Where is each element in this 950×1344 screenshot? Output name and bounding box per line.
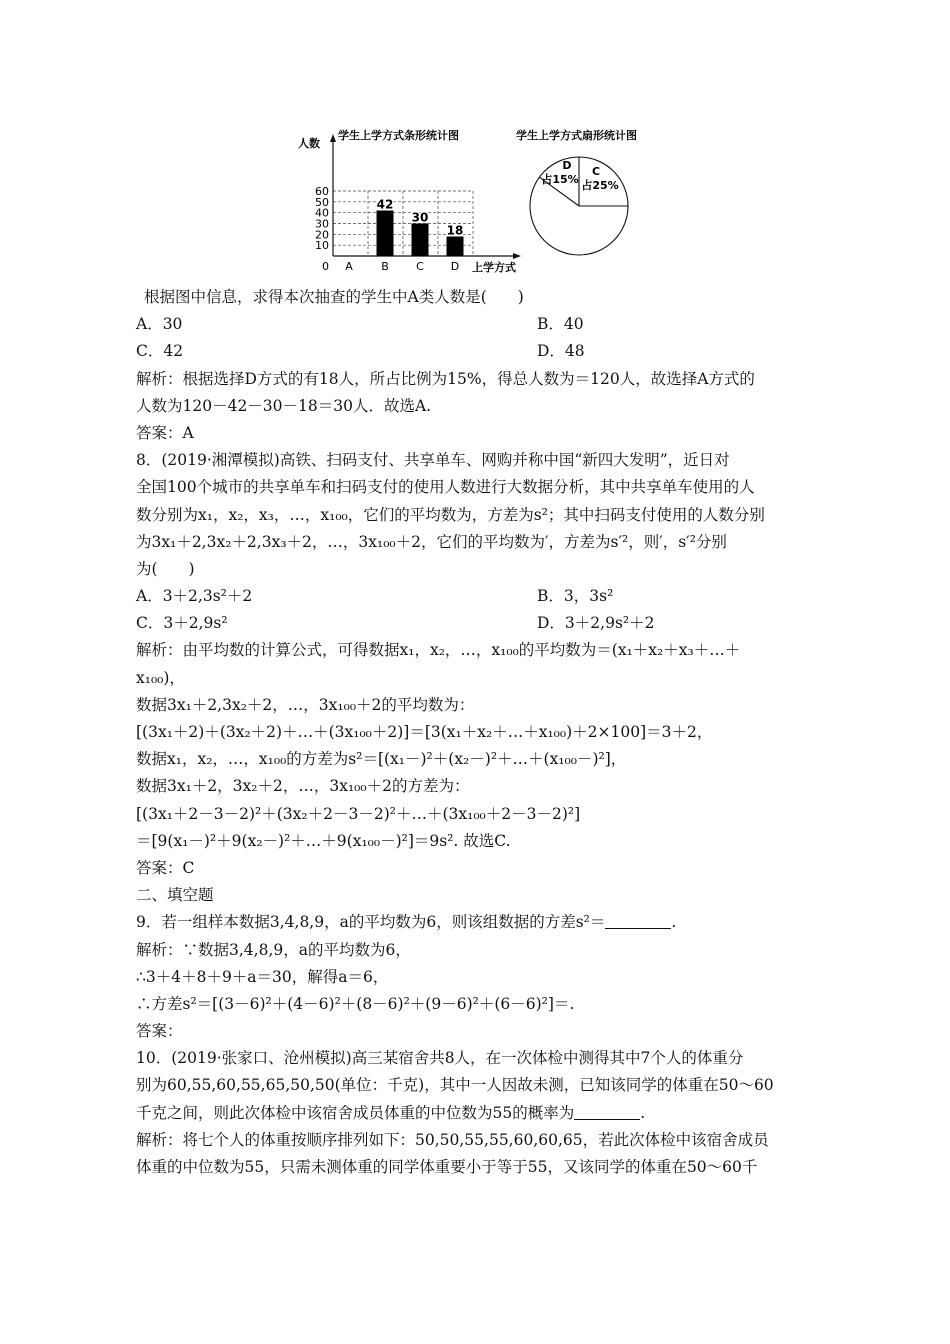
q7-solution-line1: 解析：根据选择D方式的有18人，所占比例为15%，得总人数为＝120人，故选择A方式的 bbox=[136, 369, 755, 388]
q7-option-c: C．42 bbox=[136, 342, 184, 361]
q8-options-row1 bbox=[136, 583, 826, 610]
pie-label-c: C bbox=[591, 165, 601, 178]
pie-text-c: 占25% bbox=[581, 179, 619, 192]
q9-solution-line1: 解析：∵数据3,4,8,9，a的平均数为6， bbox=[136, 940, 411, 959]
q8-solution-line1: 解析：由平均数的计算公式，可得数据x₁，x₂，…，x₁₀₀的平均数为＝(x₁＋x₂＋x₃＋…＋ bbox=[136, 641, 741, 660]
bar-marks bbox=[345, 198, 463, 273]
q7-option-d: D．48 bbox=[537, 342, 585, 361]
q9-answer: 答案： bbox=[136, 1022, 183, 1041]
q8-line1: 8．(2019·湘潭模拟)高铁、扫码支付、共享单车、网购并称中国“新四大发明”，近日对 bbox=[136, 451, 730, 470]
x-axis-arrow bbox=[513, 253, 521, 259]
data-label-D: 18 bbox=[446, 223, 464, 238]
x-tick-A: A bbox=[345, 260, 353, 273]
bar-B bbox=[377, 211, 394, 256]
bar-chart-xlabel: 上学方式 bbox=[472, 261, 516, 274]
y-tick-40: 40 bbox=[315, 206, 329, 220]
bar-chart-ylabel: 人数 bbox=[298, 137, 320, 150]
q8-solution-line7: [(3x₁＋2－3－2)²＋(3x₂＋2－3－2)²＋…＋(3x₁₀₀＋2－3－2)²] bbox=[136, 804, 581, 823]
q10-line3 bbox=[136, 1100, 826, 1127]
y-tick-0: 0 bbox=[322, 260, 329, 273]
x-tick-D: D bbox=[450, 260, 460, 273]
q8-option-d: D．3＋2,9s²＋2 bbox=[537, 614, 655, 633]
q7-option-b: B．40 bbox=[537, 315, 584, 334]
q8-solution-line2: x₁₀₀)， bbox=[136, 668, 185, 687]
q8-options-row2 bbox=[136, 610, 826, 637]
q8-line3: 数分别为x₁，x₂，x₃，…，x₁₀₀，它们的平均数为，方差为s²；其中扫码支付使用的人数分别 bbox=[136, 505, 765, 524]
q8-solution-line6: 数据3x₁＋2，3x₂＋2，…，3x₁₀₀＋2的方差为： bbox=[136, 777, 470, 796]
q10-solution-line1: 解析：将七个人的体重按顺序排列如下：50,50,55,55,60,60,65，若此次体检中该宿舍成员 bbox=[136, 1130, 769, 1149]
q9-answer-blank bbox=[605, 912, 671, 929]
q10-text: 千克之间，则此次体检中该宿舍成员体重的中位数为55的概率为 bbox=[136, 1103, 575, 1122]
pie-chart bbox=[516, 128, 637, 255]
y-tick-60: 60 bbox=[315, 185, 329, 199]
data-label-C: 30 bbox=[411, 210, 429, 225]
q7-solution-line2: 人数为120－42－30－18＝30人．故选A. bbox=[136, 396, 432, 415]
y-tick-50: 50 bbox=[315, 195, 329, 209]
q7-options-row1 bbox=[136, 311, 826, 338]
q8-answer: 答案：C bbox=[136, 858, 195, 877]
q10-line2: 别为60,55,60,55,65,50,50(单位：千克)，其中一人因故未测，已知该同学的体重在50～60 bbox=[136, 1076, 774, 1095]
q9-text: 9．若一组样本数据3,4,8,9，a的平均数为6，则该组数据的方差s²＝ bbox=[136, 913, 606, 932]
y-tick-10: 10 bbox=[315, 239, 329, 253]
q8-solution-line3: 数据3x₁＋2,3x₂＋2，…，3x₁₀₀＋2的平均数为： bbox=[136, 695, 475, 714]
pie-label-d: D bbox=[562, 159, 572, 172]
document-body bbox=[136, 284, 826, 1181]
q10-answer-blank bbox=[574, 1103, 640, 1120]
pie-chart-title: 学生上学方式扇形统计图 bbox=[516, 129, 637, 142]
q9-solution-line2: ∴3＋4＋8＋9＋a＝30，解得a＝6， bbox=[136, 967, 389, 986]
q8-line4: 为3x₁＋2,3x₂＋2,3x₃＋2，…，3x₁₀₀＋2，它们的平均数为′，方差为s′²，则′，s′²分别 bbox=[136, 532, 727, 551]
bar-C bbox=[412, 224, 429, 256]
bar-chart-title: 学生上学方式条形统计图 bbox=[338, 129, 459, 142]
statistics-figure bbox=[290, 118, 640, 283]
q10-line1: 10．(2019·张家口、沧州模拟)高三某宿舍共8人，在一次体检中测得其中7个人的体重分 bbox=[136, 1049, 744, 1068]
q8-solution-line4: [(3x₁＋2)＋(3x₂＋2)＋…＋(3x₁₀₀＋2)]＝[3(x₁＋x₂＋…＋x₁₀₀)＋2×100]＝3＋2， bbox=[136, 723, 713, 741]
y-tick-30: 30 bbox=[315, 217, 329, 231]
q8-solution-line8: ＝[9(x₁－)²＋9(x₂－)²＋…＋9(x₁₀₀－)²]＝9s². 故选C. bbox=[136, 831, 511, 850]
x-tick-B: B bbox=[381, 260, 389, 273]
q7-answer: 答案：A bbox=[136, 423, 194, 442]
q10-end: . bbox=[640, 1103, 646, 1122]
section-heading-fill-in: 二、填空题 bbox=[136, 886, 214, 905]
y-tick-20: 20 bbox=[315, 228, 329, 242]
q9-end: . bbox=[671, 913, 677, 932]
pie-text-d: 占15% bbox=[541, 173, 579, 186]
q8-option-b: B．3，3s² bbox=[537, 587, 614, 606]
q8-option-c: C．3＋2,9s² bbox=[136, 614, 228, 633]
q7-question: 根据图中信息，求得本次抽查的学生中A类人数是( ) bbox=[144, 288, 524, 306]
y-axis-arrow bbox=[330, 134, 336, 142]
data-label-B: 42 bbox=[376, 197, 394, 212]
q7-options-row2 bbox=[136, 338, 826, 365]
q8-line2: 全国100个城市的共享单车和扫码支付的使用人数进行大数据分析，其中共享单车使用的人 bbox=[136, 478, 755, 497]
q8-line5: 为( ) bbox=[136, 559, 195, 578]
q8-option-a: A．3＋2,3s²＋2 bbox=[136, 587, 253, 606]
q8-solution-line5: 数据x₁，x₂，…，x₁₀₀的方差为s²＝[(x₁－)²＋(x₂－)²＋…＋(x₁₀₀－)²]， bbox=[136, 750, 627, 769]
bar-chart bbox=[298, 128, 521, 274]
pie-marks bbox=[530, 157, 628, 255]
bar-D bbox=[447, 237, 464, 256]
q9-solution-line3: ∴方差s²＝[(3－6)²＋(4－6)²＋(8－6)²＋(9－6)²＋(6－6)²]＝. bbox=[136, 994, 575, 1013]
q9-question bbox=[136, 909, 826, 936]
q7-option-a: A．30 bbox=[136, 315, 183, 334]
x-tick-C: C bbox=[416, 260, 424, 273]
q10-solution-line2: 体重的中位数为55，只需未测体重的同学体重要小于等于55，又该同学的体重在50～60千 bbox=[136, 1158, 758, 1176]
